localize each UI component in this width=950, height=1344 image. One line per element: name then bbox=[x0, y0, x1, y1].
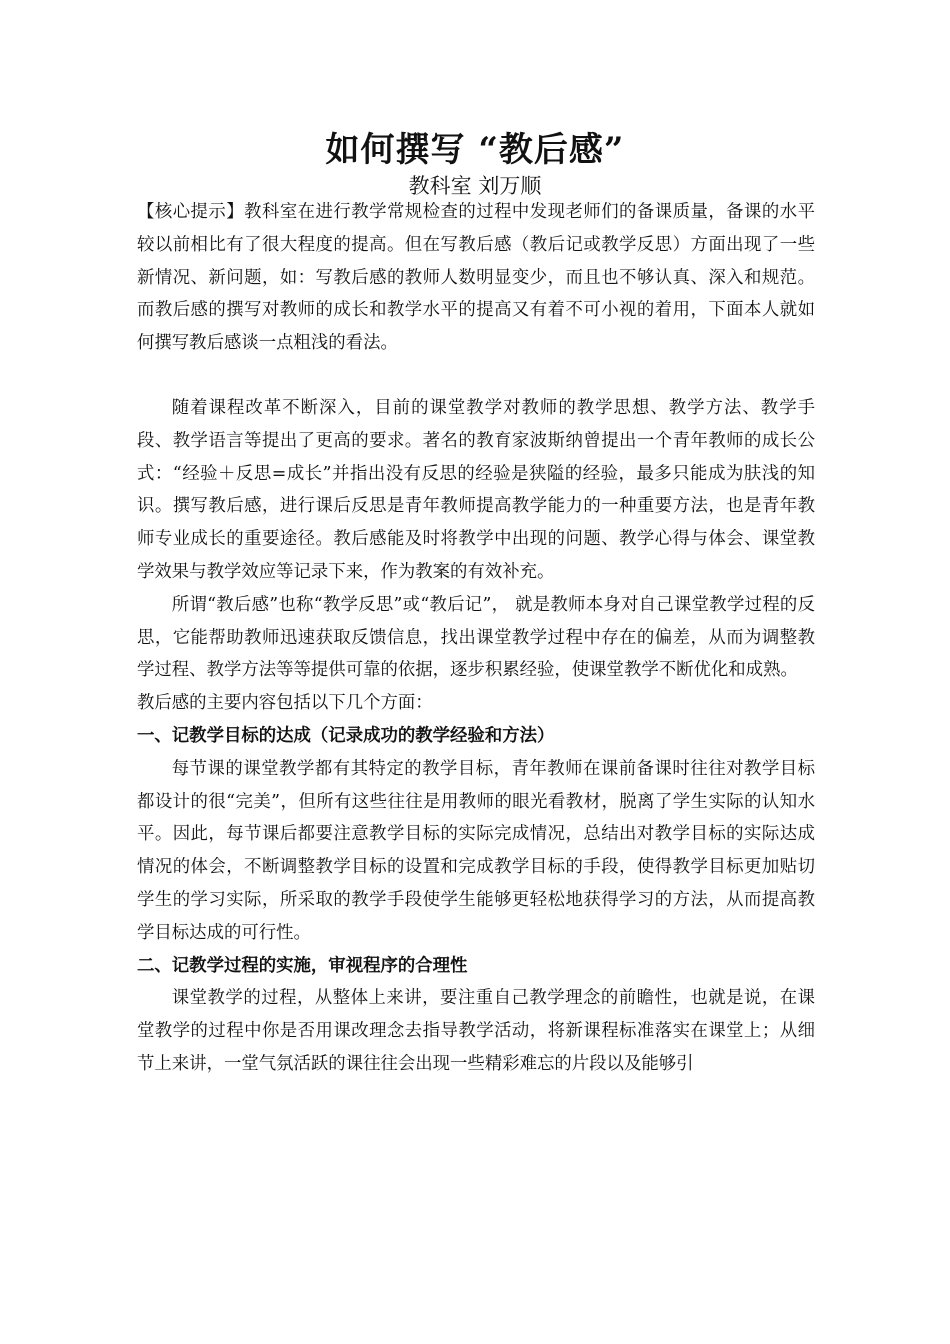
section-heading: 一、记教学目标的达成（记录成功的教学经验和方法） bbox=[137, 725, 555, 746]
body-paragraph: 随着课程改革不断深入，目前的课堂教学对教师的教学思想、教学方法、教学手段、教学语言等提出了更高的要求。著名的教育家波斯纳曾提出一个青年教师的成长公式：“经验＋反思=成长”并指出没有反思的经验是狭隘的经验，最多只能成为肤浅的知识。撰写教后感，进行课后反思是青年教师提高教学能力的一种重要方法，也是青年教师专业成长的重要途径。教后感能及时将教学中出现的问题、教学心得与体会、课堂教学效果与教学效应等记录下来，作为教案的有效补充。 bbox=[137, 397, 815, 582]
core-hint-paragraph: 【核心提示】教科室在进行教学常规检查的过程中发现老师们的备课质量，备课的水平较以前相比有了很大程度的提高。但在写教后感（教后记或教学反思）方面出现了一些新情况、新问题，如：写教后感的教师人数明显变少，而且也不够认真、深入和规范。而教后感的撰写对教师的成长和教学水平的提高又有着不可小视的着用，下面本人就如何撰写教后感谈一点粗浅的看法。 bbox=[137, 202, 815, 354]
document-body bbox=[137, 196, 815, 1081]
document-author: 教科室 刘万顺 bbox=[408, 174, 542, 198]
body-paragraph: 所谓“教后感”也称“教学反思”或“教后记”， 就是教师本身对自己课堂教学过程的反思，它能帮助教师迅速获取反馈信息，找出课堂教学过程中存在的偏差，从而为调整教学过程、教学方法等等提供可靠的依据，逐步积累经验，使课堂教学不断优化和成熟。 bbox=[137, 594, 815, 681]
body-paragraph: 教后感的主要内容包括以下几个方面： bbox=[137, 693, 433, 714]
body-paragraph: 课堂教学的过程，从整体上来讲，要注重自己教学理念的前瞻性，也就是说，在课堂教学的过程中你是否用课改理念去指导教学活动，将新课程标准落实在课堂上；从细节上来讲，一堂气氛活跃的课往往会出现一些精彩难忘的片段以及能够引 bbox=[137, 988, 815, 1074]
body-paragraph: 每节课的课堂教学都有其特定的教学目标，青年教师在课前备课时往往对教学目标都设计的很“完美”，但所有这些往往是用教师的眼光看教材，脱离了学生实际的认知水平。因此，每节课后都要注意教学目标的实际完成情况，总结出对教学目标的实际达成情况的体会，不断调整教学目标的设置和完成教学目标的手段，使得教学目标更加贴切学生的学习实际，所采取的教学手段使学生能够更轻松地获得学习的方法，从而提高教学目标达成的可行性。 bbox=[137, 758, 815, 943]
section-heading: 二、记教学过程的实施，审视程序的合理性 bbox=[137, 955, 468, 976]
document-title: 如何撰写 “教后感” bbox=[325, 130, 625, 170]
